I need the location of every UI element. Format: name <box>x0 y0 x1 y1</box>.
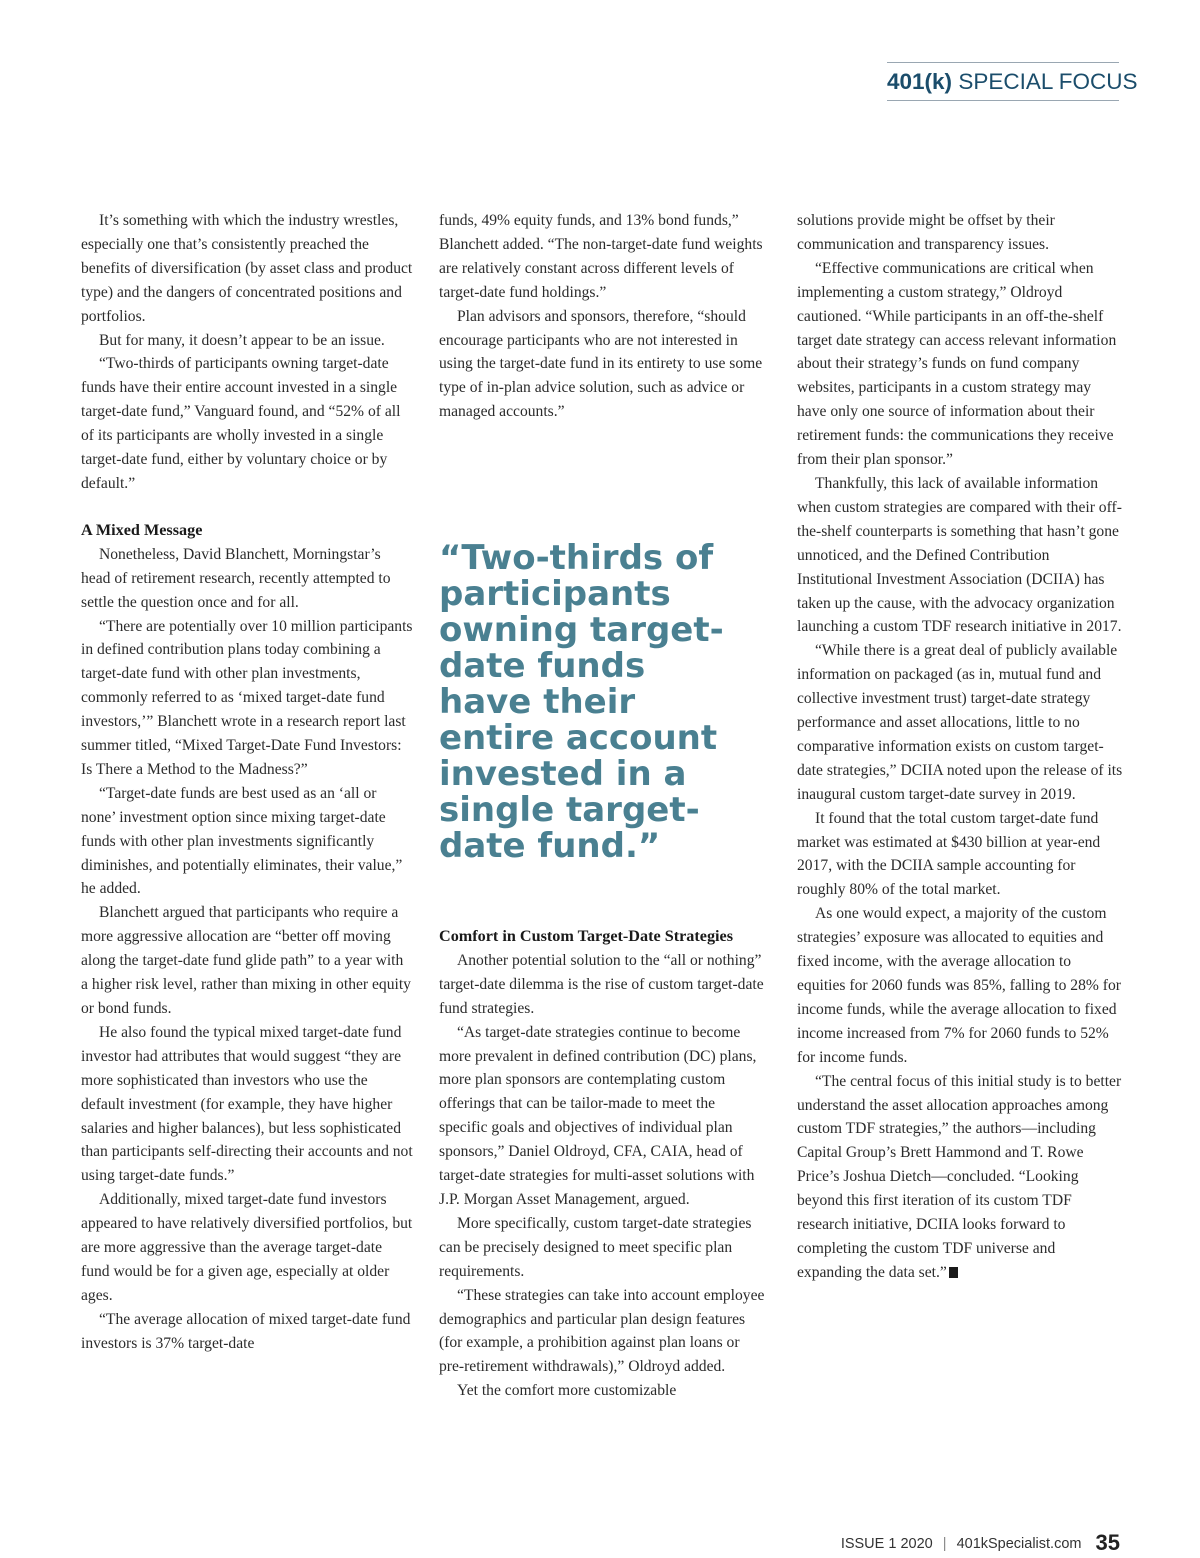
section-prefix: 401(k) <box>887 69 953 94</box>
paragraph: Plan advisors and sponsors, therefore, “should encourage participants who are not interested in using the target-date fund in its entirety to use some type of in-plan advice solution, such as advice or managed accounts.” <box>439 307 763 421</box>
paragraph: “There are potentially over 10 million participants in defined contribution plans today combining a target-date fund with other plan investments, commonly referred to as ‘mixed target-date fund investors,’” Blanchett wrote in a research report last summer titled, “Mixed Target-Date Fund Investors: Is There a Method to the Madness?” <box>81 617 413 778</box>
paragraph: “Two-thirds of participants owning target-date funds have their entire account invested in a single target-date fund,” Vanguard found, and “52% of all of its participants are wholly invested in a single target-date fund, either by voluntary choice or by default.” <box>81 355 401 492</box>
column-1 <box>81 209 413 1356</box>
paragraph: As one would expect, a majority of the custom strategies’ exposure was allocated to equities and fixed income, with the average allocation to equities for 2060 funds was 85%, falling to 28% for income funds, while the average allocation to fixed income increased from 7% for 2060 funds to 52% for income funds. <box>797 905 1121 1066</box>
footer-separator: | <box>942 1536 947 1552</box>
paragraph-text: “The central focus of this initial study is to better understand the asset allocation approaches among custom TDF strategies,” the authors—including Capital Group’s Brett Hammond and T. Rowe Price’s Joshua Dietch—concluded. “Looking beyond this first iteration of its custom TDF research initiative, DCIIA looks forward to completing the custom TDF universe and expanding the data set.” <box>797 1072 1122 1281</box>
end-of-article-icon <box>949 1267 958 1278</box>
pull-quote-line: date funds <box>439 646 646 686</box>
paragraph: “As target-date strategies continue to become more prevalent in defined contribution (DC) plans, more plan sponsors are contemplating custom offerings that can be tailor-made to meet the specific goals and objectives of individual plan sponsors,” Daniel Oldroyd, CFA, CAIA, head of target-date strategies for multi-asset solutions with J.P. Morgan Asset Management, argued. <box>439 1023 757 1208</box>
paragraph: It found that the total custom target-date fund market was estimated at $430 billion at year-end 2017, with the DCIIA sample accounting for roughly 80% of the total market. <box>797 809 1101 899</box>
paragraph: “These strategies can take into account employee demographics and particular plan design features (for example, a prohibition against plan loans or pre-retirement withdrawals),” Oldroyd added. <box>439 1286 765 1376</box>
paragraph: It’s something with which the industry wrestles, especially one that’s consistently preached the benefits of diversification (by asset class and product type) and the dangers of concentrated positions and portfolios. <box>81 212 413 325</box>
pull-quote-line: single target- <box>439 790 700 830</box>
section-header <box>887 62 1138 101</box>
column-3 <box>797 209 1123 1285</box>
pull-quote-line: owning target- <box>439 610 724 650</box>
paragraph: Blanchett argued that participants who require a more aggressive allocation are “better off moving along the target-date fund glide path” to a year with a higher risk level, rather than mixing in other equity or bond funds. <box>81 904 411 1017</box>
paragraph: Nonetheless, David Blanchett, Morningstar’s head of retirement research, recently attempted to settle the question once and for all. <box>81 545 391 611</box>
column-2-top <box>439 209 765 424</box>
page-number: 35 <box>1095 1530 1120 1555</box>
paragraph: “Effective communications are critical when implementing a custom strategy,” Oldroyd cautioned. “While participants in an off-the-shelf target date strategy can access relevant information about their strategy’s funds on fund company websites, participants in a custom strategy may have only one source of information about their retirement funds: the communications they receive from their plan sponsor.” <box>797 259 1117 469</box>
paragraph: “The average allocation of mixed target-date fund investors is 37% target-date <box>81 1310 411 1352</box>
paragraph: He also found the typical mixed target-date fund investor had attributes that would suggest “they are more sophisticated than investors who use the default investment (for example, they have higher salaries and higher balances), but less sophisticated than participants self-directing their accounts and not using target-date funds.” <box>81 1023 413 1185</box>
paragraph: solutions provide might be offset by their communication and transparency issues. <box>797 212 1055 253</box>
pull-quote-line: participants <box>439 574 671 614</box>
paragraph: “Target-date funds are best used as an ‘all or none’ investment option since mixing target-date funds with other plan investments significantly diminishes, and potentially eliminates, their value,” he added. <box>81 784 403 898</box>
section-title: SPECIAL FOCUS <box>958 69 1138 94</box>
subheading: Comfort in Custom Target-Date Strategies <box>439 927 734 945</box>
issue-label: ISSUE 1 2020 <box>840 1536 933 1552</box>
paragraph: More specifically, custom target-date strategies can be precisely designed to meet specific plan requirements. <box>439 1214 752 1280</box>
pull-quote-line: “Two-thirds of <box>439 538 714 578</box>
page-footer <box>841 1530 1120 1556</box>
pull-quote-line: date fund.” <box>439 826 661 866</box>
pull-quote-line: entire account <box>439 718 718 758</box>
paragraph: funds, 49% equity funds, and 13% bond funds,” Blanchett added. “The non-target-date fund weights are relatively constant across different levels of target-date fund holdings.” <box>439 212 763 301</box>
final-paragraph <box>797 1070 1123 1285</box>
pull-quote <box>439 540 759 864</box>
paragraph: “While there is a great deal of publicly available information on packaged (as in, mutual fund and collective investment trust) target-date strategy performance and asset allocations, little to no comparative information exists on custom target-date strategies,” DCIIA noted upon the release of its inaugural custom target-date survey in 2019. <box>797 642 1123 803</box>
paragraph: Thankfully, this lack of available information when custom strategies are compared with their off-the-shelf counterparts is something that hasn’t gone unnoticed, and the Defined Contribution Institutional Investment Association (DCIIA) has taken up the cause, with the advocacy organization launching a custom TDF research initiative in 2017. <box>797 474 1122 636</box>
site-name: 401kSpecialist.com <box>956 1536 1082 1552</box>
subheading: A Mixed Message <box>81 520 203 539</box>
column-2-bottom <box>439 925 765 1403</box>
paragraph: Additionally, mixed target-date fund investors appeared to have relatively diversified portfolios, but are more aggressive than the average target-date fund would be for a given age, especially at older ages. <box>81 1191 413 1304</box>
pull-quote-line: invested in a <box>439 754 687 794</box>
paragraph: But for many, it doesn’t appear to be an issue. <box>99 331 385 349</box>
pull-quote-line: have their <box>439 682 636 722</box>
paragraph: Another potential solution to the “all or nothing” target-date dilemma is the rise of custom target-date fund strategies. <box>439 951 764 1017</box>
paragraph: Yet the comfort more customizable <box>457 1382 677 1400</box>
